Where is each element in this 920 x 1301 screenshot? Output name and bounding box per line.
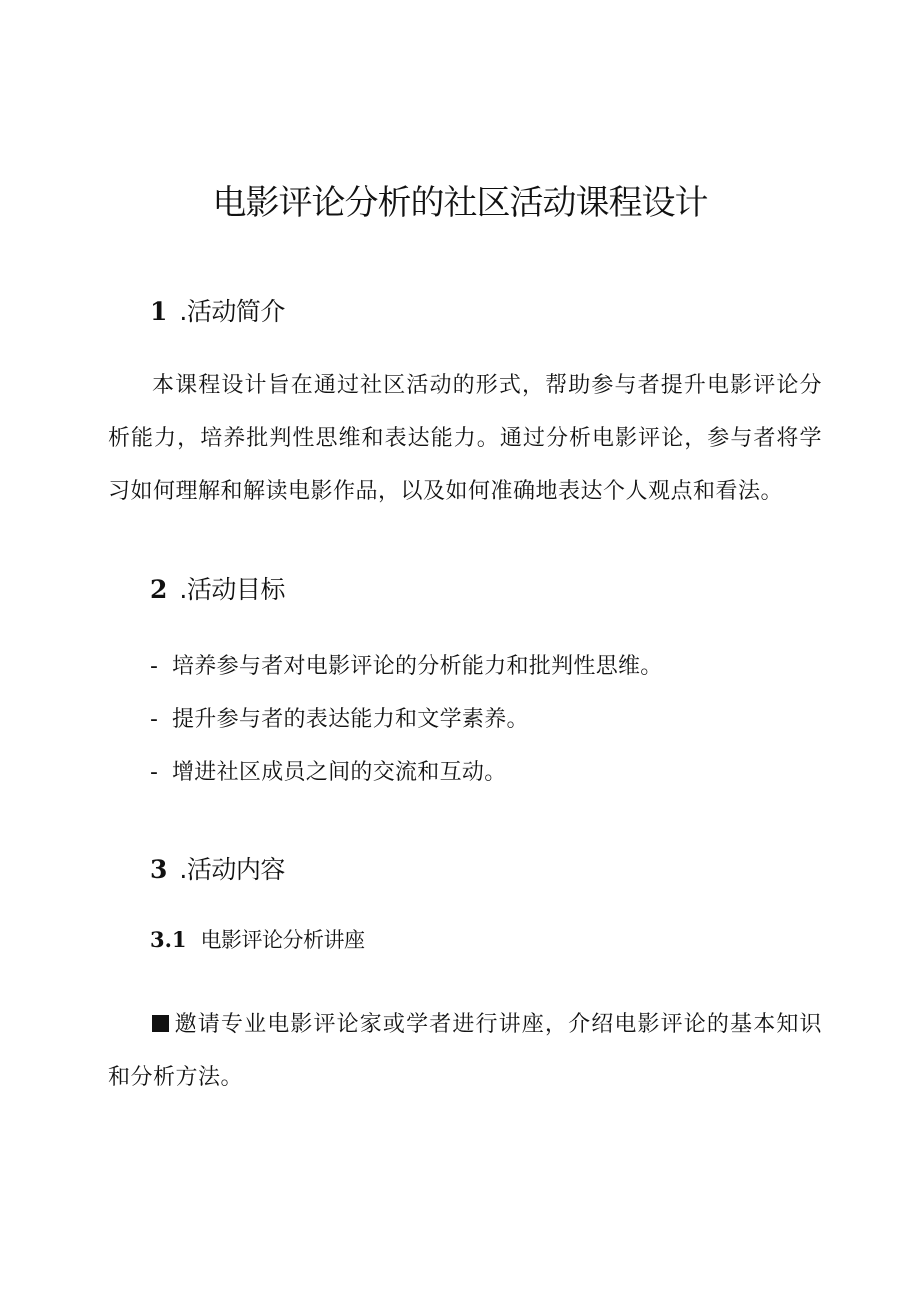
- section-1-number: 1: [150, 297, 168, 326]
- list-item: [150, 693, 663, 746]
- goals-list: [150, 640, 663, 799]
- section-3-number: 3: [150, 855, 168, 884]
- bullet-dash: -: [150, 654, 159, 679]
- document-title: 电影评论分析的社区活动课程设计: [212, 183, 708, 223]
- subsection-3-1-title: 电影评论分析讲座: [200, 928, 365, 952]
- square-bullet-icon: [152, 1015, 169, 1032]
- section-2-heading: [150, 572, 285, 608]
- goal-text: 提升参与者的表达能力和文学素养。: [172, 707, 529, 732]
- section-2-number: 2: [150, 575, 168, 604]
- section-3-heading: [150, 852, 285, 888]
- section-2-title: .活动目标: [179, 575, 285, 604]
- section-3-title: .活动内容: [179, 855, 285, 884]
- subsection-3-1-paragraph: [108, 998, 822, 1104]
- bullet-dash: -: [150, 760, 159, 785]
- goal-text: 增进社区成员之间的交流和互动。: [172, 760, 507, 785]
- section-1-title: .活动简介: [179, 297, 285, 326]
- section-1-paragraph: 本课程设计旨在通过社区活动的形式，帮助参与者提升电影评论分析能力，培养批判性思维和表达能力。通过分析电影评论，参与者将学习如何理解和解读电影作品，以及如何准确地表达个人观点和看法。: [108, 373, 822, 504]
- goal-text: 培养参与者对电影评论的分析能力和批判性思维。: [172, 654, 663, 679]
- subsection-3-1-heading: [150, 925, 365, 955]
- subsection-3-1-text: 邀请专业电影评论家或学者进行讲座，介绍电影评论的基本知识和分析方法。: [108, 1012, 822, 1090]
- list-item: [150, 746, 663, 799]
- list-item: [150, 640, 663, 693]
- subsection-3-1-number: 3.1: [150, 927, 187, 952]
- section-1-heading: [150, 294, 285, 330]
- bullet-dash: -: [150, 707, 159, 732]
